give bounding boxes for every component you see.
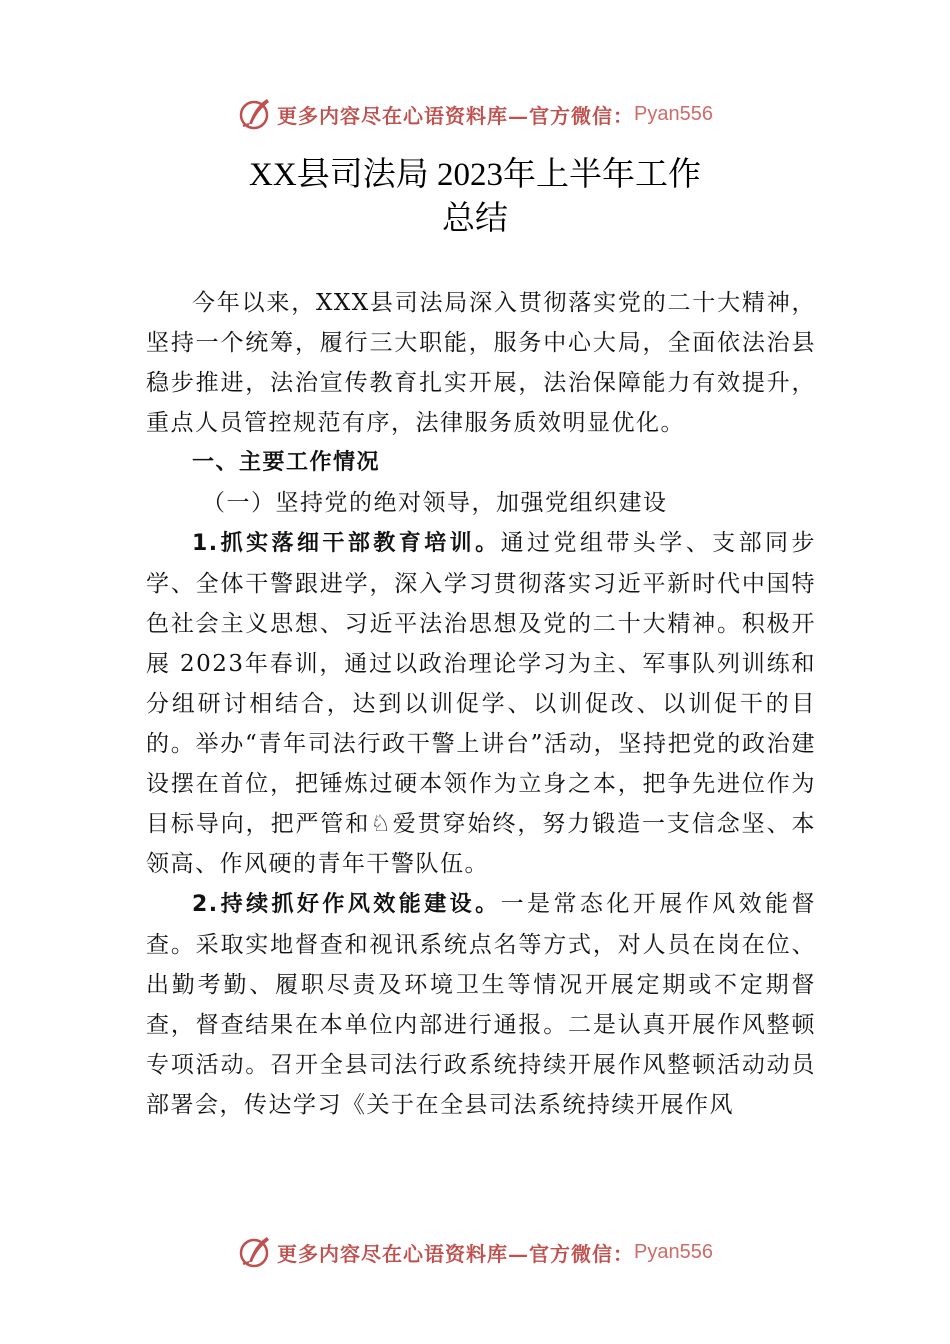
quill-logo-icon bbox=[237, 1234, 273, 1270]
item2-paragraph bbox=[146, 884, 816, 1125]
watermark-footer bbox=[0, 1232, 950, 1272]
quill-logo-icon bbox=[237, 96, 273, 132]
document-title-line2: 总结 bbox=[442, 201, 508, 237]
intro-paragraph: 今年以来，XXX县司法局深入贯彻落实党的二十大精神，坚持一个统筹，履行三大职能，服务中心大局，全面依法治县稳步推进，法治宣传教育扎实开展，法治保障能力有效提升，重点人员管控规范有序，法律服务质效明显优化。 bbox=[146, 290, 816, 436]
item1-paragraph bbox=[146, 523, 816, 884]
document-title-line1: XX县司法局 2023年上半年工作 bbox=[249, 157, 701, 193]
item1-lead: 1.抓实落细干部教育培训。 bbox=[192, 531, 501, 556]
watermark-wechat-id: Pyan556 bbox=[634, 102, 713, 125]
watermark-wechat-id: Pyan556 bbox=[634, 1240, 713, 1263]
item2-lead: 2.持续抓好作风效能建设。 bbox=[192, 892, 501, 917]
watermark-text: 更多内容尽在心语资料库—官方微信： bbox=[277, 103, 635, 128]
section-heading: 一、主要工作情况 bbox=[192, 450, 381, 475]
item1-body: 通过党组带头学、支部同步学、全体干警跟进学，深入学习贯彻落实习近平新时代中国特色社会主义思想、习近平法治思想及党的二十大精神。积极开展 2023年春训，通过以政治理论学习为主、军事队列训练和分组研讨相结合，达到以训促学、以训促改、以训促干的目的。举办“青年司法行政干警上讲台”活动，坚持把党的政治建设摆在首位，把锤炼过硬本领作为立身之本，把争先进位作为目标导向，把严管和♘爱贯穿始终，努力锻造一支信念坚、本领高、作风硬的青年干警队伍。 bbox=[146, 530, 817, 877]
watermark-header bbox=[0, 94, 950, 134]
watermark-text: 更多内容尽在心语资料库—官方微信： bbox=[277, 1241, 635, 1266]
subsection-heading: （一）坚持党的绝对领导，加强党组织建设 bbox=[202, 490, 668, 516]
document-body bbox=[146, 283, 816, 1125]
item2-body: 一是常态化开展作风效能督查。采取实地督查和视讯系统点名等方式，对人员在岗在位、出勤考勤、履职尽责及环境卫生等情况开展定期或不定期督查，督查结果在本单位内部进行通报。二是认真开展作风整顿专项活动。召开全县司法行政系统持续开展作风整顿活动动员部署会，传达学习《关于在全县司法系统持续开展作风 bbox=[146, 891, 817, 1118]
